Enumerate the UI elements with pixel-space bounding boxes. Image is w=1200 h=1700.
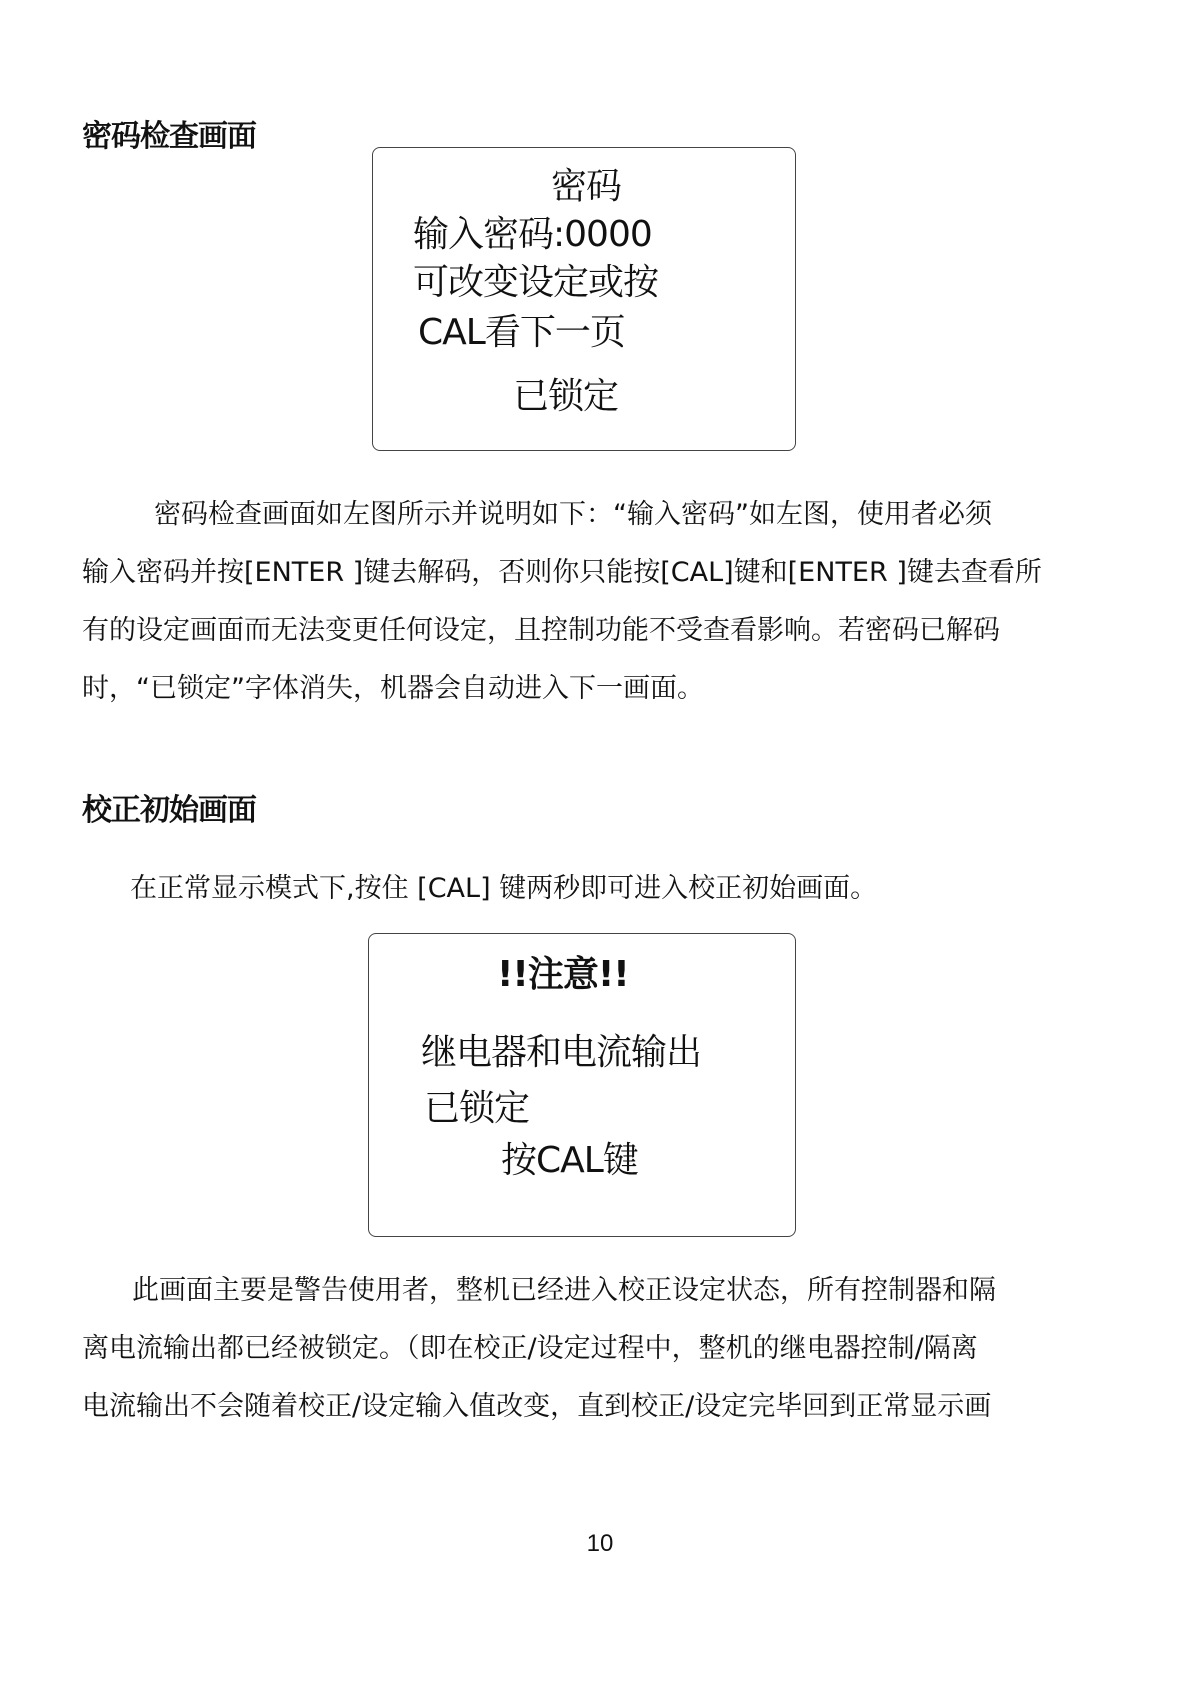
paragraph-line: 密码检查画面如左图所示并说明如下：“输入密码”如左图，使用者必须 bbox=[154, 499, 992, 530]
calibration-intro: 在正常显示模式下,按住 [CAL] 键两秒即可进入校正初始画面。 bbox=[130, 873, 878, 904]
screen-line-next-page: CAL看下一页 bbox=[418, 312, 625, 353]
calibration-warning-screen-figure bbox=[368, 933, 796, 1237]
paragraph-line: 时，“已锁定”字体消失，机器会自动进入下一画面。 bbox=[82, 673, 704, 704]
calibration-description bbox=[82, 1262, 1132, 1436]
paragraph-line: 此画面主要是警告使用者，整机已经进入校正设定状态，所有控制器和隔 bbox=[132, 1275, 996, 1306]
page-number: 10 bbox=[586, 1530, 614, 1557]
screen-line-relay-output: 继电器和电流输出 bbox=[421, 1032, 702, 1073]
section-heading-calibration-init: 校正初始画面 bbox=[82, 793, 256, 828]
password-check-description bbox=[82, 486, 1132, 718]
password-screen-figure bbox=[372, 147, 796, 451]
paragraph-line: 离电流输出都已经被锁定。（即在校正/设定过程中，整机的继电器控制/隔离 bbox=[82, 1333, 978, 1364]
screen-press-cal: 按CAL键 bbox=[501, 1140, 638, 1181]
screen-warning-title: !!注意!! bbox=[497, 954, 629, 995]
screen-password-input: 输入密码:0000 bbox=[413, 214, 652, 255]
screen-locked-status: 已锁定 bbox=[513, 376, 619, 417]
screen-title: 密码 bbox=[551, 166, 622, 207]
screen-locked-status: 已锁定 bbox=[424, 1088, 530, 1129]
paragraph-line: 输入密码并按[ENTER ]键去解码，否则你只能按[CAL]键和[ENTER ]键去查看所 bbox=[82, 557, 1042, 588]
screen-line-change-settings: 可改变设定或按 bbox=[413, 262, 659, 303]
paragraph-line: 有的设定画面而无法变更任何设定，且控制功能不受查看影响。若密码已解码 bbox=[82, 615, 1000, 646]
paragraph-line: 电流输出不会随着校正/设定输入值改变，直到校正/设定完毕回到正常显示画 bbox=[82, 1391, 992, 1422]
section-heading-password-check: 密码检查画面 bbox=[82, 119, 256, 154]
